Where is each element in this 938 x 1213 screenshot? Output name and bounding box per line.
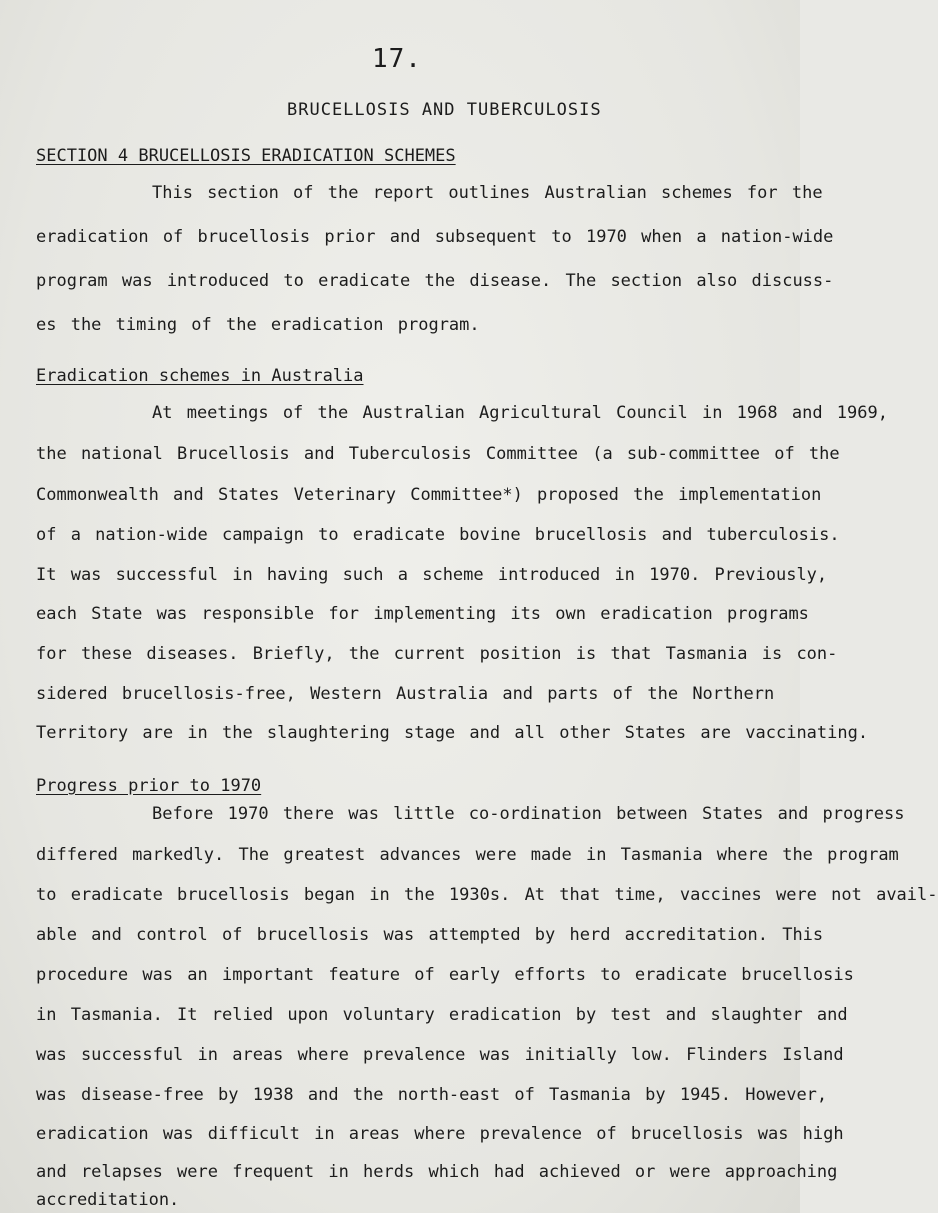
paragraph-line: was disease-free by 1938 and the north-east of Tasmania by 1945. However,: [36, 1085, 828, 1105]
paragraph-line: of a nation-wide campaign to eradicate bovine brucellosis and tuberculosis.: [36, 525, 840, 545]
paragraph-line: procedure was an important feature of early efforts to eradicate brucellosis: [36, 965, 854, 985]
paragraph-line: Territory are in the slaughtering stage and all other States are vaccinating.: [36, 723, 869, 743]
paragraph-line: in Tasmania. It relied upon voluntary eradication by test and slaughter and: [36, 1005, 848, 1025]
document-title: BRUCELLOSIS AND TUBERCULOSIS: [287, 100, 602, 120]
paragraph-line: sidered brucellosis-free, Western Australia and parts of the Northern: [36, 684, 775, 704]
paragraph-line: At meetings of the Australian Agricultural Council in 1968 and 1969,: [152, 403, 888, 423]
paragraph-line: was successful in areas where prevalence was initially low. Flinders Island: [36, 1045, 844, 1065]
paragraph-line: each State was responsible for implementing its own eradication programs: [36, 604, 809, 624]
paragraph-line: eradication was difficult in areas where prevalence of brucellosis was high: [36, 1124, 844, 1144]
page-number: 17.: [372, 44, 422, 74]
section-heading: SECTION 4 BRUCELLOSIS ERADICATION SCHEMES: [36, 146, 456, 166]
paragraph-line: the national Brucellosis and Tuberculosis Committee (a sub-committee of the: [36, 444, 840, 464]
subsection-heading: Progress prior to 1970: [36, 776, 262, 796]
subsection-heading: Eradication schemes in Australia: [36, 366, 364, 386]
intro-line: program was introduced to eradicate the disease. The section also discuss-: [36, 271, 834, 291]
paragraph-line: to eradicate brucellosis began in the 1930s. At that time, vaccines were not avail-: [36, 885, 938, 905]
intro-line: es the timing of the eradication program.: [36, 315, 480, 335]
intro-line: eradication of brucellosis prior and subsequent to 1970 when a nation-wide: [36, 227, 834, 247]
paragraph-line: Before 1970 there was little co-ordination between States and progress: [152, 804, 905, 824]
paragraph-line: accreditation.: [36, 1190, 180, 1210]
paragraph-line: for these diseases. Briefly, the current position is that Tasmania is con-: [36, 644, 838, 664]
paragraph-line: differed markedly. The greatest advances were made in Tasmania where the program: [36, 845, 899, 865]
intro-line: This section of the report outlines Australian schemes for the: [152, 183, 823, 203]
paragraph-line: and relapses were frequent in herds which had achieved or were approaching: [36, 1162, 838, 1182]
paragraph-line: Commonwealth and States Veterinary Committee*) proposed the implementation: [36, 485, 822, 505]
paragraph-line: It was successful in having such a scheme introduced in 1970. Previously,: [36, 565, 828, 585]
paragraph-line: able and control of brucellosis was attempted by herd accreditation. This: [36, 925, 824, 945]
